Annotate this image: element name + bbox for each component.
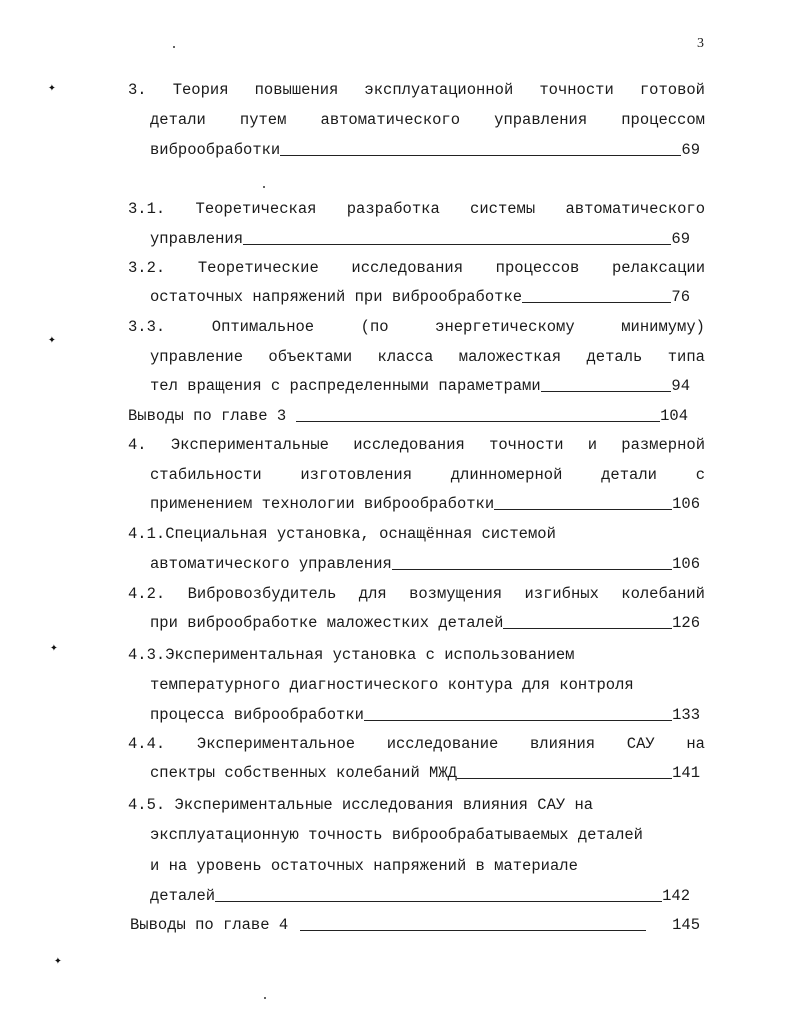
- leader-line: [215, 900, 662, 902]
- toc-entry-title: тел вращения с распределенными параметрами: [150, 377, 541, 395]
- toc-word: на: [686, 735, 705, 753]
- toc-word: 3.3.: [128, 318, 166, 336]
- toc-word: САУ: [626, 735, 655, 753]
- toc-entry-title: Выводы по главе 4: [130, 916, 289, 934]
- toc-entry-title: деталей: [150, 887, 216, 905]
- page-number: 3: [697, 36, 704, 51]
- toc-entry-title: спектры собственных колебаний МЖД: [150, 764, 457, 782]
- toc-line: [150, 825, 705, 845]
- toc-line: [128, 258, 705, 278]
- toc-word: разработка: [346, 200, 440, 218]
- toc-word: точности: [539, 81, 614, 99]
- toc-word: автоматического: [565, 200, 705, 218]
- toc-word: изготовления: [300, 466, 412, 484]
- toc-word: детали: [601, 466, 657, 484]
- toc-word: 4.4.: [128, 735, 166, 753]
- toc-word: минимуму): [621, 318, 705, 336]
- toc-word: стабильности: [150, 466, 262, 484]
- toc-entry-title: эксплуатационную точность виброобрабатываемых деталей: [150, 826, 643, 844]
- toc-entry-title: автоматического управления: [150, 555, 392, 573]
- toc-entry-title: Выводы по главе 3: [128, 407, 287, 425]
- toc-entry-title: при виброобработке маложестких деталей: [150, 614, 504, 632]
- leader-line: [280, 154, 681, 156]
- toc-entry: [150, 763, 700, 783]
- toc-word: с: [695, 466, 705, 484]
- toc-line: [150, 856, 705, 876]
- margin-mark: ✦: [48, 80, 56, 95]
- toc-entry-title: и на уровень остаточных напряжений в материале: [150, 857, 578, 875]
- toc-entry-title: температурного диагностического контура для контроля: [150, 676, 634, 694]
- toc-word: типа: [667, 348, 705, 366]
- toc-line: [128, 584, 705, 604]
- toc-entry-page: 104: [660, 407, 688, 425]
- toc-word: 4.: [128, 436, 147, 454]
- leader-line: [457, 777, 672, 779]
- toc-word: изгибных: [524, 585, 599, 603]
- toc-entry-page: 145: [672, 916, 700, 934]
- toc-line: [128, 435, 705, 455]
- toc-entry-page: 69: [671, 230, 690, 248]
- leader-line: [392, 568, 672, 570]
- toc-word: процессом: [621, 111, 705, 129]
- toc-word: исследование: [386, 735, 499, 753]
- toc-word: 3.1.: [128, 200, 166, 218]
- toc-word: точности: [489, 436, 564, 454]
- toc-word: управления: [494, 111, 588, 129]
- toc-entry-title: 4.5. Экспериментальные исследования влияния САУ на: [128, 796, 594, 814]
- toc-word: Теоретические: [197, 259, 319, 277]
- toc-line: [128, 80, 705, 100]
- toc-entry-page: 142: [662, 887, 690, 905]
- toc-entry-page: 106: [672, 495, 700, 513]
- toc-entry-title: процесса виброобработки: [150, 706, 364, 724]
- toc-entry-page: 106: [672, 555, 700, 573]
- margin-mark: ✦: [48, 332, 56, 347]
- toc-word: эксплуатационной: [364, 81, 514, 99]
- toc-word: автоматического: [320, 111, 461, 129]
- toc-word: для: [358, 585, 387, 603]
- toc-entry-page: 69: [681, 141, 700, 159]
- toc-word: возмущения: [409, 585, 503, 603]
- toc-entry: [150, 494, 700, 514]
- leader-line: [503, 627, 672, 629]
- toc-word: 4.2.: [128, 585, 166, 603]
- toc-entry: [150, 554, 700, 574]
- toc-word: и: [587, 436, 598, 454]
- toc-word: Оптимальное: [211, 318, 315, 336]
- toc-entry: [128, 406, 688, 426]
- toc-word: колебаний: [621, 585, 705, 603]
- toc-word: релаксации: [611, 259, 705, 277]
- leader-line: [243, 243, 671, 245]
- toc-entry-title: 4.1.Специальная установка, оснащённая системой: [128, 525, 556, 543]
- toc-entry-page: 126: [672, 614, 700, 632]
- toc-word: повышения: [254, 81, 339, 99]
- toc-entry-page: 141: [672, 764, 700, 782]
- toc-word: исследования: [351, 259, 464, 277]
- toc-word: 3.2.: [128, 259, 166, 277]
- toc-entry-title: виброобработки: [150, 141, 281, 159]
- toc-line: [128, 199, 705, 219]
- margin-mark: ✦: [50, 640, 58, 655]
- toc-word: объектами: [268, 348, 353, 366]
- toc-entry-title: остаточных напряжений при виброобработке: [150, 288, 523, 306]
- toc-word: деталь: [586, 348, 643, 366]
- toc-word: влияния: [530, 735, 596, 753]
- toc-line: [128, 317, 705, 337]
- toc-word: Теоретическая: [195, 200, 317, 218]
- leader-line: [296, 420, 660, 422]
- toc-entry-page: 133: [672, 706, 700, 724]
- toc-line: [128, 734, 705, 754]
- toc-entry: [150, 229, 690, 249]
- toc-word: класса: [377, 348, 434, 366]
- leader-line: [300, 929, 646, 931]
- toc-word: (по: [360, 318, 389, 336]
- toc-entry: [150, 140, 700, 160]
- toc-line: [150, 675, 705, 695]
- leader-line: [522, 301, 671, 303]
- toc-entry: [130, 915, 700, 935]
- toc-entry-page: 94: [671, 377, 690, 395]
- margin-mark: ✦: [54, 953, 62, 968]
- leader-line: [364, 719, 672, 721]
- toc-word: Экспериментальное: [196, 735, 356, 753]
- toc-entry: [150, 613, 700, 633]
- toc-word: готовой: [639, 81, 705, 99]
- toc-line: [150, 347, 705, 367]
- toc-word: управление: [150, 348, 244, 366]
- toc-word: 3.: [128, 81, 147, 99]
- toc-word: размерной: [621, 436, 705, 454]
- toc-word: маложесткая: [458, 348, 562, 366]
- toc-word: исследования: [353, 436, 465, 454]
- toc-line: [128, 645, 708, 665]
- toc-word: детали: [150, 111, 206, 129]
- toc-entry-title: управления: [150, 230, 244, 248]
- toc-word: Теория: [172, 81, 229, 99]
- toc-entry: [150, 886, 690, 906]
- toc-word: системы: [470, 200, 536, 218]
- toc-line: [128, 795, 708, 815]
- toc-entry: [150, 705, 700, 725]
- toc-line: [128, 524, 708, 544]
- toc-entry-title: применением технологии виброобработки: [150, 495, 495, 513]
- toc-entry: [150, 287, 690, 307]
- leader-line: [494, 508, 672, 510]
- toc-entry-page: 76: [671, 288, 690, 306]
- toc-word: Экспериментальные: [170, 436, 329, 454]
- toc-word: Вибровозбудитель: [187, 585, 337, 603]
- toc-entry-title: 4.3.Экспериментальная установка с использованием: [128, 646, 575, 664]
- toc-line: [150, 465, 705, 485]
- toc-word: энергетическому: [435, 318, 575, 336]
- toc-word: длинномерной: [450, 466, 563, 484]
- toc-word: процессов: [495, 259, 580, 277]
- toc-entry: [150, 376, 690, 396]
- toc-word: путем: [239, 111, 287, 129]
- toc-line: [150, 110, 705, 130]
- leader-line: [541, 390, 672, 392]
